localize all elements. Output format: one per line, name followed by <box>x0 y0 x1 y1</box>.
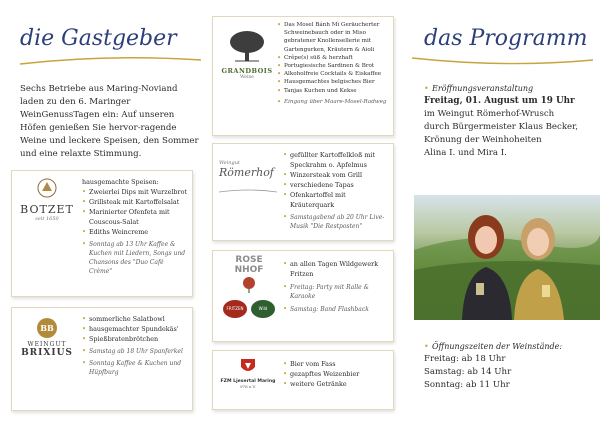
wild-badge: Wild <box>251 300 275 318</box>
roemerhof-underline <box>219 188 277 194</box>
card-grandbois <box>212 16 394 136</box>
opening-line: im Weingut Römerhof-Wrusch <box>424 109 555 119</box>
brixius-logo-line1: WEINGUT <box>27 341 67 348</box>
rosenhof-note-1: • Freitag: Party mit Ralle & Karaoke <box>283 283 389 301</box>
card-brixius <box>11 307 193 411</box>
list-item: • Spießbratenbrötchen <box>82 334 188 344</box>
fzm-crest-icon <box>239 357 257 375</box>
list-item: • Alkoholfreie Cocktails & Eiskaffee <box>277 70 390 78</box>
rosenhof-note-2: • Samstag: Band Flashback <box>283 305 389 314</box>
fzm-logo-text: FZM Ljesertal Maring <box>220 379 276 384</box>
hours-label: • Öffnungszeiten der Weinstände: <box>424 342 563 351</box>
list-item: • gefüllter Kartoffelkloß mit Speckrahm o. Apfelmus <box>283 150 389 170</box>
card-fzm <box>212 350 394 410</box>
card-rosenhof <box>212 250 394 342</box>
botzet-logo <box>16 177 78 222</box>
grandbois-logo <box>217 29 277 80</box>
list-item: • weitere Getränke <box>283 379 389 389</box>
hours-line: Samstag: ab 14 Uhr <box>424 367 512 377</box>
opening-line: Alina I. und Mira I. <box>424 148 507 158</box>
brixius-note-1: • Samstag ab 18 Uhr Spanferkel <box>82 347 188 356</box>
fzm-logo-sub: 976 e.V. <box>239 384 256 389</box>
brixius-menu-list <box>82 314 188 344</box>
list-item: • Grillsteak mit Kartoffelsalat <box>82 197 188 207</box>
botzet-crest-icon <box>36 177 58 199</box>
roemerhof-logo <box>219 160 279 198</box>
brixius-note-2: • Sonntag Kaffee & Kuchen und Hüpfburg <box>82 359 188 377</box>
hours-line: Sonntag: ab 11 Uhr <box>424 380 510 390</box>
wine-queens-photo <box>414 195 600 320</box>
list-item: • sommerliche Salatbowl <box>82 314 188 324</box>
botzet-logo-sub: seit 1650 <box>35 216 59 222</box>
fritzen-badge: FRITZEN <box>223 300 247 318</box>
list-item: • hausgemachter Spundekäs' <box>82 324 188 334</box>
intro-text: Sechs Betriebe aus Maring-Noviand laden zu den 6. Maringer WeinGenussTagen ein: Auf unseren Höfen genießen Sie hervor-ragende Weine und leckere Speisen, den Sommer und eine relaxte Stimmung. <box>20 84 199 159</box>
list-item: • Portugiesische Sardinen & Brot <box>277 62 390 70</box>
list-item: • Hausgemachtes belgisches Bier <box>277 78 390 86</box>
rosenhof-logo-line1: ROSE <box>235 255 263 265</box>
card-botzet <box>11 170 193 297</box>
heading-swoosh <box>18 54 203 68</box>
roemerhof-note: • Samstagabend ab 20 Uhr Live-Musik "Die Restposten" <box>283 213 389 231</box>
hours-line: Freitag: ab 18 Uhr <box>424 354 506 364</box>
list-item: • Ediths Weincreme <box>82 227 188 237</box>
roemerhof-menu-list <box>283 150 389 210</box>
left-heading: die Gastgeber <box>20 26 177 51</box>
list-item: • an allen Tagen Wildgewerk Fritzen <box>283 259 389 279</box>
list-item: • Ofenkartoffel mit Kräuterquark <box>283 190 389 210</box>
fzm-menu-list <box>283 359 389 389</box>
fzm-logo <box>217 357 279 389</box>
photo-illustration <box>414 195 600 320</box>
rosenhof-logo-line2: NHOF <box>234 265 264 275</box>
tree-icon <box>227 29 267 63</box>
card-roemerhof <box>212 143 394 241</box>
list-item: • Marinierter Ofenfeta mit Couscous-Salat <box>82 207 188 227</box>
roemerhof-logo-small: Weingut <box>219 160 240 166</box>
botzet-note: • Sonntag ab 13 Uhr Kaffee & Kuchen mit Liedern, Songs und Chansons des "Duo Café Crème" <box>82 240 188 276</box>
rose-icon <box>240 275 258 293</box>
botzet-logo-text: BOTZET <box>20 203 74 216</box>
botzet-menu-list <box>82 187 188 237</box>
list-item: • verschiedene Tapas <box>283 180 389 190</box>
grandbois-menu-list <box>277 21 390 95</box>
rosenhof-menu-list <box>283 259 389 279</box>
list-item: • gezapftes Weizenbier <box>283 369 389 379</box>
grandbois-logo-text: GRANDBOIS <box>221 67 273 75</box>
list-item: • Zweierlei Dips mit Wurzelbrot <box>82 187 188 197</box>
opening-label: • Eröffnungsveranstaltung <box>424 84 534 93</box>
hours-section <box>424 340 596 392</box>
right-heading: das Programm <box>424 26 588 51</box>
opening-line: durch Bürgermeister Klaus Becker, <box>424 122 579 132</box>
brixius-logo <box>16 318 78 358</box>
list-item: • Das Mosel Bánh Mì Geräucherter Schweinebauch oder in Miso gebratener Knollensellerie mit Gartengurken, Kräutern & Aioli <box>277 21 390 54</box>
opening-date: Freitag, 01. August um 19 Uhr <box>424 96 575 106</box>
opening-section <box>424 82 596 160</box>
grandbois-note: • Eingang über Maare-Mosel-Radweg <box>277 98 390 107</box>
grandbois-logo-sub: Weine <box>240 75 254 80</box>
list-item: • Crêpe(s) süß & herzhaft <box>277 54 390 62</box>
list-item: • Bier vom Fass <box>283 359 389 369</box>
botzet-title: hausgemachte Speisen: <box>82 178 159 186</box>
opening-line: Krönung der Weinhoheiten <box>424 135 542 145</box>
brixius-logo-line2: BRIXIUS <box>21 348 73 358</box>
roemerhof-logo-text: Römerhof <box>219 166 274 179</box>
list-item: • Winzersteak vom Grill <box>283 170 389 180</box>
rosenhof-logo <box>219 256 279 318</box>
heading-swoosh <box>410 54 595 68</box>
brixius-monogram-icon: BB <box>37 318 57 338</box>
list-item: • Tanjas Kuchen und Kekse <box>277 87 390 95</box>
